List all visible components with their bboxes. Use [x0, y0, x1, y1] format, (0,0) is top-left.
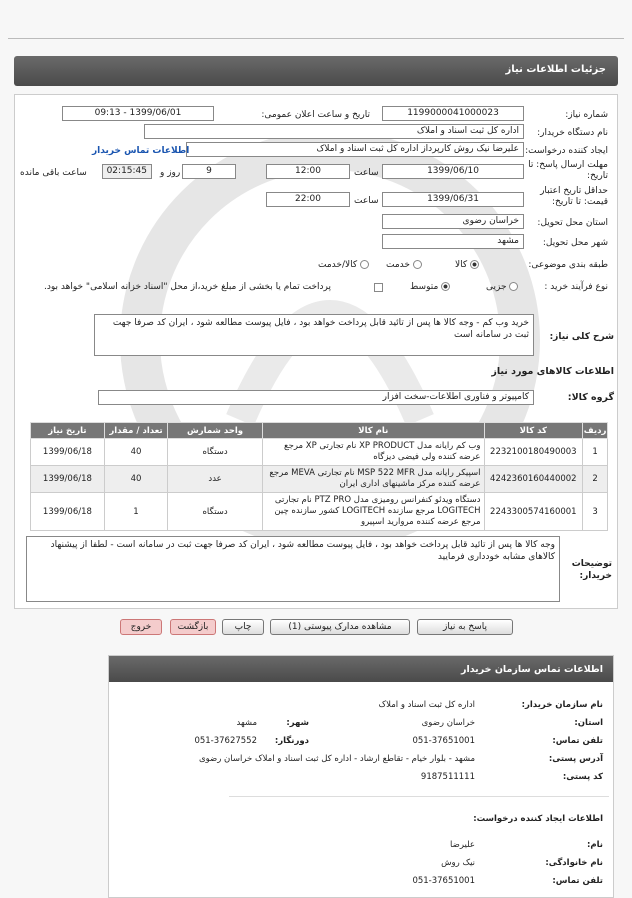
process-medium-option[interactable]: متوسط: [410, 282, 450, 292]
table-cell-name: وب کم رایانه مدل XP PRODUCT نام تجارتی XP مرجع عرضه کننده ولی فیضی دیزگاه: [263, 439, 484, 466]
fax-label: دورنگار:: [274, 736, 309, 746]
table-cell-code: 4242360160440002: [484, 466, 583, 493]
buyer-label: نام دستگاه خریدار:: [537, 128, 608, 138]
need-number-field: 1199000041000023: [382, 106, 524, 121]
validity-date-field: 1399/06/31: [382, 192, 524, 207]
category-label: طبقه بندی موضوعی:: [528, 260, 608, 270]
category-both-option[interactable]: کالا/خدمت: [318, 260, 369, 270]
creator-section-title: اطلاعات ایجاد کننده درخواست:: [473, 814, 603, 824]
fax-value: 051-37627552: [194, 736, 257, 746]
org-label: نام سازمان خریدار:: [521, 700, 603, 710]
print-button[interactable]: چاپ: [222, 619, 264, 635]
table-header-cell: کد کالا: [484, 423, 583, 439]
table-header-cell: ردیف: [583, 423, 608, 439]
notes-text: وجه کالا ها پس از تائید قابل پرداخت خواهد بود ، فایل پیوست مطالعه شود ، ایران کد صرفا جهت ثبت در سامانه است - لطفا از پیشنهاد کالاهای مشابه خودداری فرمایید: [26, 536, 560, 602]
need-number-label: شماره نیاز:: [565, 110, 608, 120]
table-cell-unit: عدد: [168, 466, 263, 493]
reply-button[interactable]: پاسخ به نیاز: [417, 619, 513, 635]
radio-icon[interactable]: [509, 282, 518, 291]
table-header-cell: نام کالا: [263, 423, 484, 439]
exit-button[interactable]: خروج: [120, 619, 162, 635]
family-value: نیک روش: [441, 858, 475, 868]
name-label: نام:: [586, 840, 603, 850]
summary-text: خرید وب کم - وجه کالا ها پس از تائید قابل پرداخت خواهد بود ، فایل پیوست مطالعه شود ، ایران کد صرفا جهت ثبت در سامانه است: [94, 314, 534, 356]
address-value: مشهد - بلوار خیام - تقاطع ارشاد - اداره کل ثبت اسناد و املاک خراسان رضوی: [198, 754, 475, 764]
table-header-cell: تعداد / مقدار: [104, 423, 167, 439]
table-cell-date: 1399/06/18: [31, 439, 105, 466]
table-cell-qty: 1: [104, 493, 167, 531]
table-cell-name: اسپیکر رایانه مدل MSP 522 MFR نام تجارتی MEVA مرجع عرضه کننده مرکز ماشینهای اداری ایران: [263, 466, 484, 493]
category-service-option[interactable]: خدمت: [386, 260, 422, 270]
org-value: اداره کل ثبت اسناد و املاک: [378, 700, 475, 710]
table-cell-qty: 40: [104, 439, 167, 466]
table-row: [31, 439, 608, 466]
postal-code-value: 9187511111: [420, 772, 475, 782]
table-header-row: [31, 423, 608, 439]
goods-group-label: گروه کالا:: [567, 392, 614, 403]
table-cell-n: 1: [583, 439, 608, 466]
category-goods-option[interactable]: کالا: [455, 260, 479, 270]
contact-buyer-link[interactable]: اطلاعات تماس خریدار: [92, 146, 190, 156]
family-label: نام خانوادگی:: [545, 858, 603, 868]
deadline-time-label: ساعت: [354, 168, 379, 178]
contact-card-title: اطلاعات تماس سازمان خریدار: [109, 656, 613, 682]
goods-section-title: اطلاعات کالاهای مورد نیاز: [491, 366, 614, 377]
process-partial-option[interactable]: جزیی: [486, 282, 518, 292]
name-value: علیرضا: [450, 840, 475, 850]
buyer-field: اداره کل ثبت اسناد و املاک: [144, 124, 524, 139]
table-header-cell: تاریخ نیاز: [31, 423, 105, 439]
phone-label: تلفن تماس:: [552, 736, 603, 746]
phone-value: 051-37651001: [412, 736, 475, 746]
province-contact-label: استان:: [574, 718, 603, 728]
top-divider: [8, 38, 624, 39]
announce-field: 1399/06/01 - 09:13: [62, 106, 214, 121]
days-label: روز و: [160, 168, 181, 178]
radio-selected-icon[interactable]: [470, 260, 479, 269]
attachments-button[interactable]: مشاهده مدارک پیوستی (1): [270, 619, 410, 635]
table-cell-code: 2243300574160001: [484, 493, 583, 531]
table-header-cell: واحد شمارش: [168, 423, 263, 439]
validity-time-label: ساعت: [354, 196, 379, 206]
table-cell-qty: 40: [104, 466, 167, 493]
table-cell-n: 3: [583, 493, 608, 531]
table-row: [31, 493, 608, 531]
table-cell-unit: دستگاه: [168, 493, 263, 531]
radio-icon[interactable]: [360, 260, 369, 269]
creator-field: علیرضا نیک روش کارپرداز اداره کل ثبت اسناد و املاک: [186, 142, 524, 157]
days-field: 9: [182, 164, 236, 179]
creator-phone-label: تلفن تماس:: [552, 876, 603, 886]
province-field: خراسان رضوی: [382, 214, 524, 229]
goods-group-field: کامپیوتر و فناوری اطلاعات-سخت افزار: [98, 390, 534, 405]
province-label: استان محل تحویل:: [537, 218, 608, 228]
address-label: آدرس پستی:: [548, 754, 603, 764]
remaining-label: ساعت باقی مانده: [20, 168, 87, 178]
city-contact-label: شهر:: [286, 718, 309, 728]
postal-code-label: کد پستی:: [562, 772, 603, 782]
table-cell-name: دستگاه ویدئو کنفرانس رومیزی مدل PTZ PRO نام تجارتی LOGITECH مرجع سازنده LOGITECH کشور سازنده چین مرجع عرضه کننده مروارید اسپیرو: [263, 493, 484, 531]
page-header: [14, 56, 618, 86]
summary-label: شرح کلی نیاز:: [549, 332, 614, 342]
city-contact-value: مشهد: [236, 718, 257, 728]
creator-phone-value: 051-37651001: [412, 876, 475, 886]
table-cell-date: 1399/06/18: [31, 493, 105, 531]
radio-selected-icon[interactable]: [441, 282, 450, 291]
city-label: شهر محل تحویل:: [542, 238, 608, 248]
page-title: جزئیات اطلاعات نیاز: [505, 64, 606, 75]
province-contact-value: خراسان رضوی: [421, 718, 475, 728]
city-field: مشهد: [382, 234, 524, 249]
process-label: نوع فرآیند خرید :: [544, 282, 608, 292]
deadline-date-field: 1399/06/10: [382, 164, 524, 179]
announce-label: تاریخ و ساعت اعلان عمومی:: [261, 110, 370, 120]
table-cell-code: 2232100180490003: [484, 439, 583, 466]
divider: [229, 796, 609, 797]
notes-label: توضیحات خریدار:: [571, 559, 612, 581]
radio-icon[interactable]: [413, 260, 422, 269]
table-body: [31, 439, 608, 531]
table-cell-date: 1399/06/18: [31, 466, 105, 493]
table-cell-unit: دستگاه: [168, 439, 263, 466]
table-row: [31, 466, 608, 493]
creator-label: ایجاد کننده درخواست:: [525, 146, 608, 156]
remaining-time-field: 02:15:45: [102, 164, 152, 179]
validity-label: حداقل تاریخ اعتبار قیمت: تا تاریخ:: [540, 186, 608, 207]
deadline-label: مهلت ارسال پاسخ: تا تاریخ:: [528, 160, 608, 181]
treasury-checkbox[interactable]: [374, 283, 383, 292]
validity-time-field: 22:00: [266, 192, 350, 207]
goods-table: [30, 422, 608, 531]
deadline-time-field: 12:00: [266, 164, 350, 179]
back-button[interactable]: بازگشت: [170, 619, 216, 635]
contact-card: [108, 655, 614, 898]
table-cell-n: 2: [583, 466, 608, 493]
process-note: پرداخت تمام یا بخشی از مبلغ خرید،از محل "اسناد خزانه اسلامی" خواهد بود.: [44, 282, 332, 292]
